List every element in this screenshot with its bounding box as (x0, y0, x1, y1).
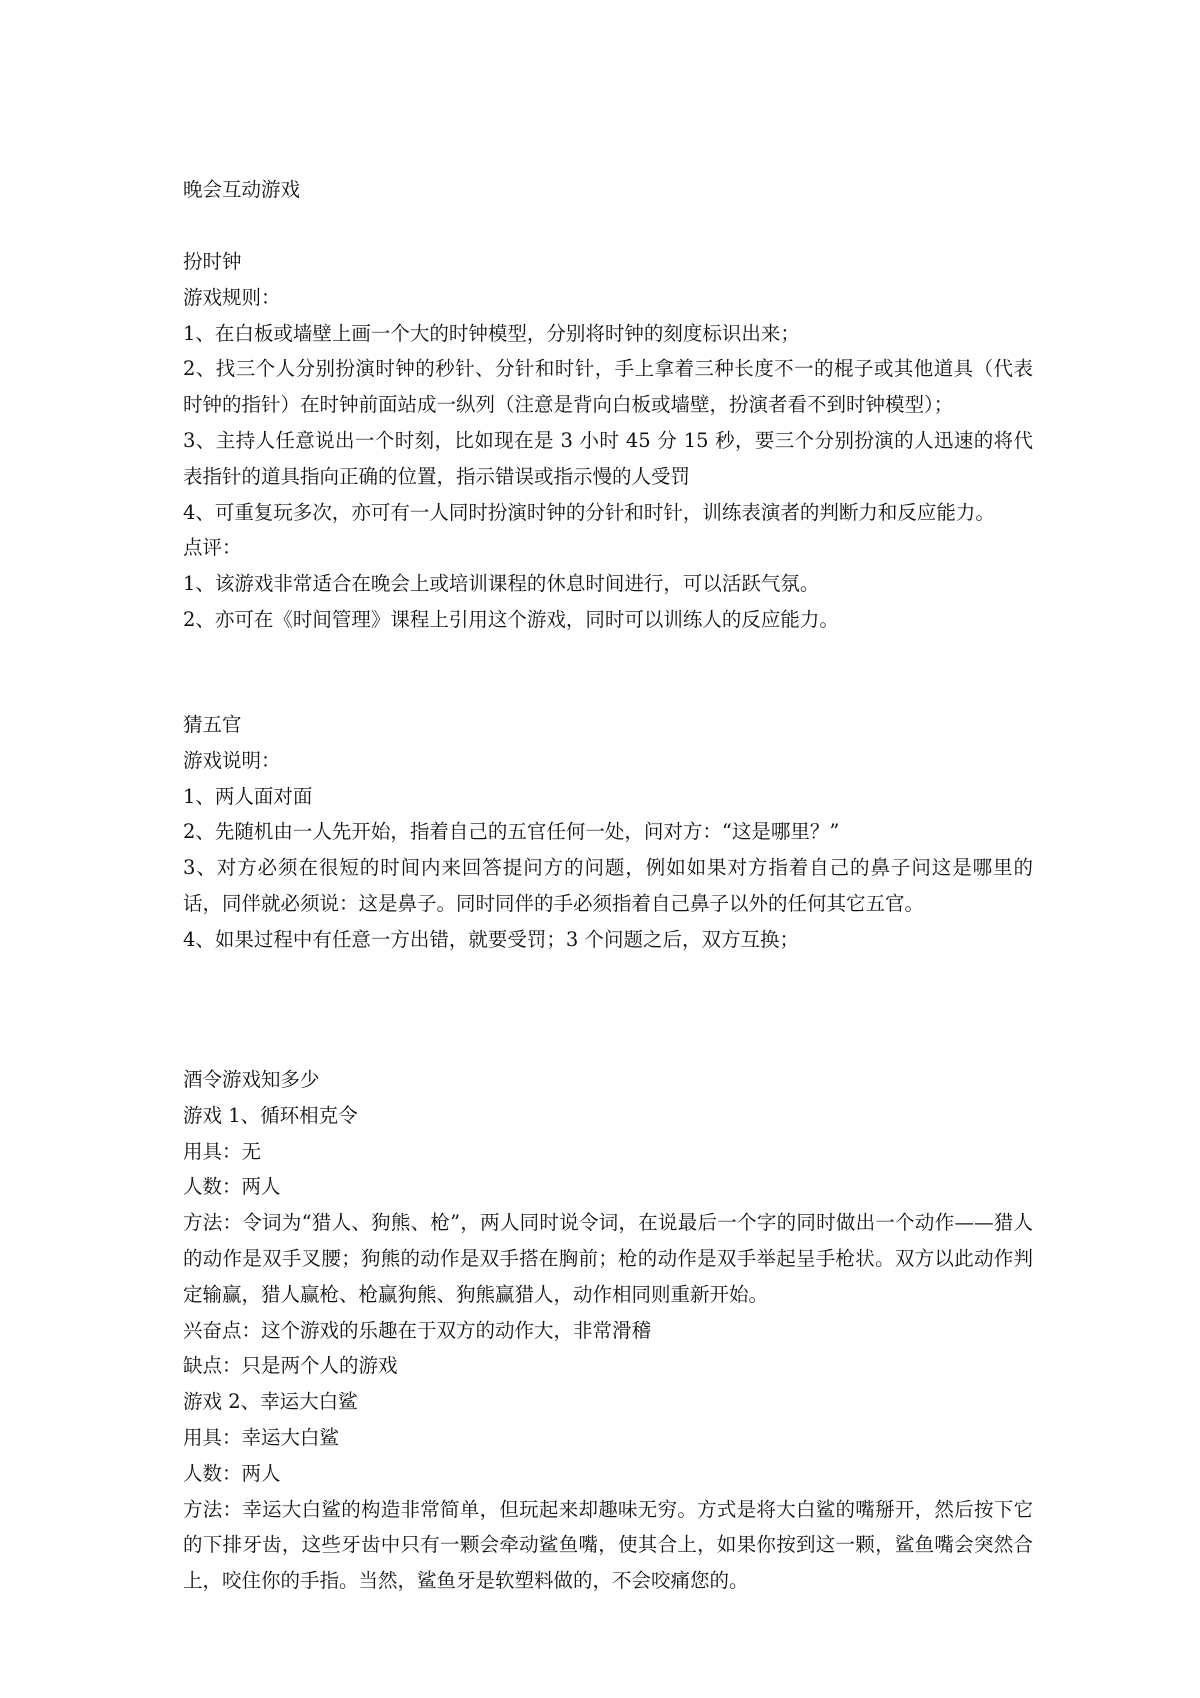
section-facial-features-game (183, 707, 1033, 958)
section-title: 猜五官 (183, 713, 242, 736)
game-people: 人数：两人 (183, 1175, 281, 1199)
comment-item: 1、该游戏非常适合在晚会上或培训课程的休息时间进行，可以活跃气氛。 (183, 572, 820, 596)
game-tools: 用具：无 (183, 1139, 262, 1163)
document-title: 晚会互动游戏 (183, 178, 301, 201)
step-item: 1、两人面对面 (183, 784, 313, 808)
comment-item: 2、亦可在《时间管理》课程上引用这个游戏，同时可以训练人的反应能力。 (183, 607, 839, 631)
game-excite-point: 兴奋点：这个游戏的乐趣在于双方的动作大，非常滑稽 (183, 1318, 652, 1342)
game-name: 游戏 2、幸运大白鲨 (183, 1390, 358, 1414)
section-clock-game (183, 244, 1033, 638)
game-flaw: 缺点：只是两个人的游戏 (183, 1354, 398, 1378)
game-tools: 用具：幸运大白鲨 (183, 1425, 340, 1449)
description-label: 游戏说明： (183, 748, 281, 772)
rules-label: 游戏规则： (183, 285, 281, 309)
rule-item: 2、找三个人分别扮演时钟的秒针、分针和时针，手上拿着三种长度不一的棍子或其他道具（代表时钟的指针）在时钟前面站成一纵列（注意是背向白板或墙壁，扮演者看不到时钟模型）； (183, 357, 1033, 417)
section-title: 酒令游戏知多少 (183, 1068, 320, 1091)
game-name: 游戏 1、循环相克令 (183, 1103, 358, 1127)
step-item: 4、如果过程中有任意一方出错，就要受罚；3 个问题之后，双方互换； (183, 927, 800, 951)
step-item: 2、先随机由一人先开始，指着自己的五官任何一处，问对方：“这是哪里？” (183, 820, 840, 844)
step-item: 3、对方必须在很短的时间内来回答提问方的问题，例如如果对方指着自己的鼻子问这是哪里的话，同伴就必须说：这是鼻子。同时同伴的手必须指着自己鼻子以外的任何其它五官。 (183, 856, 1033, 915)
section-title: 扮时钟 (183, 250, 242, 273)
rule-item: 1、在白板或墙壁上画一个大的时钟模型，分别将时钟的刻度标识出来； (183, 321, 800, 345)
comment-label: 点评： (183, 536, 242, 560)
section-drinking-games (183, 1062, 1033, 1599)
game-people: 人数：两人 (183, 1461, 281, 1485)
game-method: 方法：幸运大白鲨的构造非常简单，但玩起来却趣味无穷。方式是将大白鲨的嘴掰开，然后按下它的下排牙齿，这些牙齿中只有一颗会牵动鲨鱼嘴，使其合上，如果你按到这一颗，鲨鱼嘴会突然合上，咬住你的手指。当然，鲨鱼牙是软塑料做的，不会咬痛您的。 (183, 1497, 1033, 1593)
game-method: 方法：令词为“猎人、狗熊、枪”，两人同时说令词，在说最后一个字的同时做出一个动作——猎人的动作是双手叉腰；狗熊的动作是双手搭在胸前；枪的动作是双手举起呈手枪状。双方以此动作判定输赢，猎人赢枪、枪赢狗熊、狗熊赢猎人，动作相同则重新开始。 (183, 1211, 1033, 1306)
rule-item: 4、可重复玩多次，亦可有一人同时扮演时钟的分针和时针，训练表演者的判断力和反应能力。 (183, 500, 995, 524)
rule-item: 3、主持人任意说出一个时刻，比如现在是 3 小时 45 分 15 秒，要三个分别扮演的人迅速的将代表指针的道具指向正确的位置，指示错误或指示慢的人受罚 (183, 428, 1033, 488)
